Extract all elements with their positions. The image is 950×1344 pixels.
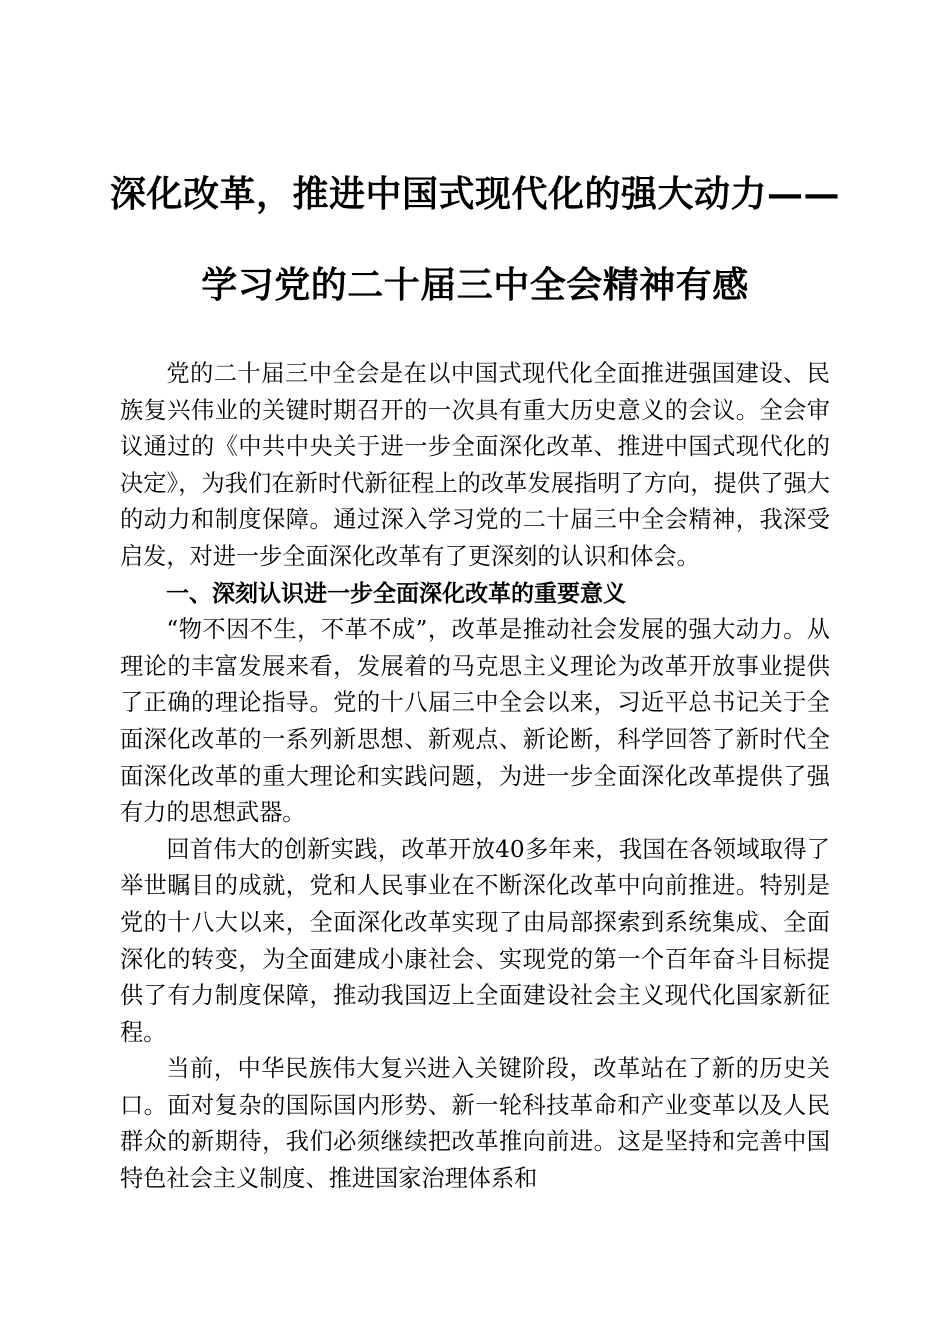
paragraph-intro: 党的二十届三中全会是在以中国式现代化全面推进强国建设、民族复兴伟业的关键时期召开的一次具有重大历史意义的会议。全会审议通过的《中共中央关于进一步全面深化改革、推进中国式现代化的决定》，为我们在新时代新征程上的改革发展指明了方向，提供了强大的动力和制度保障。通过深入学习党的二十届三中全会精神，我深受启发，对进一步全面深化改革有了更深刻的认识和体会。: [120, 360, 830, 570]
document-body: [120, 356, 830, 1198]
document-title-line-1: 深化改革，推进中国式现代化的强大动力——: [109, 173, 840, 215]
section-heading: 一、深刻认识进一步全面深化改革的重要意义: [166, 580, 626, 607]
paragraph-practice: 回首伟大的创新实践，改革开放40多年来，我国在各领域取得了举世瞩目的成就，党和人民事业在不断深化改革中向前推进。特别是党的十八大以来，全面深化改革实现了由局部探索到系统集成、全面深化的转变，为全面建成小康社会、实现党的第一个百年奋斗目标提供了有力制度保障，推动我国迈上全面建设社会主义现代化国家新征程。: [120, 835, 830, 1046]
paragraph-current: 当前，中华民族伟大复兴进入关键阶段，改革站在了新的历史关口。面对复杂的国际国内形势、新一轮科技革命和产业变革以及人民群众的新期待，我们必须继续把改革推向前进。这是坚持和完善中国特色社会主义制度、推进国家治理体系和: [120, 1055, 830, 1193]
document-title-line-2: 学习党的二十届三中全会精神有感: [201, 264, 749, 306]
paragraph-theory: “物不因不生，不革不成”，改革是推动社会发展的强大动力。从理论的丰富发展来看，发展着的马克思主义理论为改革开放事业提供了正确的理论指导。党的十八届三中全会以来，习近平总书记关于全面深化改革的一系列新思想、新观点、新论断，科学回答了新时代全面深化改革的重大理论和实践问题，为进一步全面深化改革提供了强有力的思想武器。: [120, 616, 830, 827]
